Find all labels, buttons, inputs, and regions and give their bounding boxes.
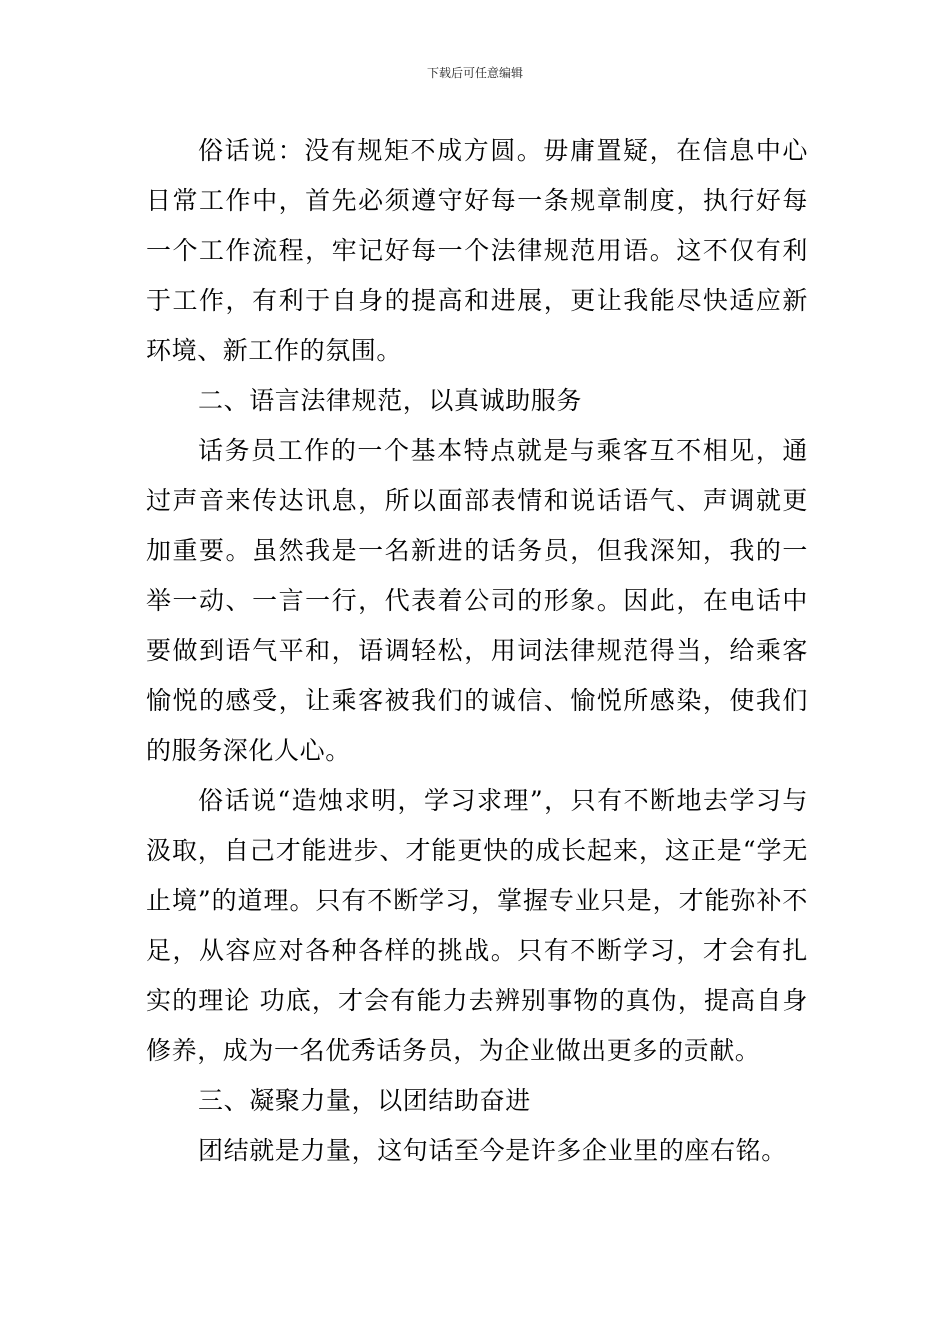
page-header-note: 下载后可任意编辑 <box>426 66 523 80</box>
paragraph-rules: 俗话说：没有规矩不成方圆。毋庸置疑，在信息中心日常工作中，首先必须遵守好每一条规章制度，执行好每一个工作流程，牢记好每一个法律规范用语。这不仅有利于工作，有利于自身的提高和进展，更让我能尽快适应新环境、新工作的氛围。 <box>146 136 808 365</box>
document-body <box>146 126 808 1176</box>
section-heading-2: 二、语言法律规范，以真诚助服务 <box>198 386 583 415</box>
paragraph-unity: 团结就是力量，这句话至今是许多企业里的座右铭。 <box>198 1136 787 1165</box>
paragraph-operator-work: 话务员工作的一个基本特点就是与乘客互不相见，通过声音来传达讯息，所以面部表情和说话语气、声调就更加重要。虽然我是一名新进的话务员，但我深知，我的一举一动、一言一行，代表着公司的形象。因此，在电话中要做到语气平和，语调轻松，用词法律规范得当，给乘客愉悦的感受，让乘客被我们的诚信、愉悦所感染，使我们的服务深化人心。 <box>146 436 808 765</box>
section-heading-3: 三、凝聚力量，以团结助奋进 <box>198 1086 531 1115</box>
paragraph-learning: 俗话说“造烛求明，学习求理”，只有不断地去学习与汲取，自己才能进步、才能更快的成长起来，这正是“学无止境”的道理。只有不断学习，掌握专业只是，才能弥补不足，从容应对各种各样的挑战。只有不断学习，才会有扎实的理论 功底，才会有能力去辨别事物的真伪，提高自身修养，成为一名优秀话务员，为企业做出更多的贡献。 <box>146 786 808 1065</box>
